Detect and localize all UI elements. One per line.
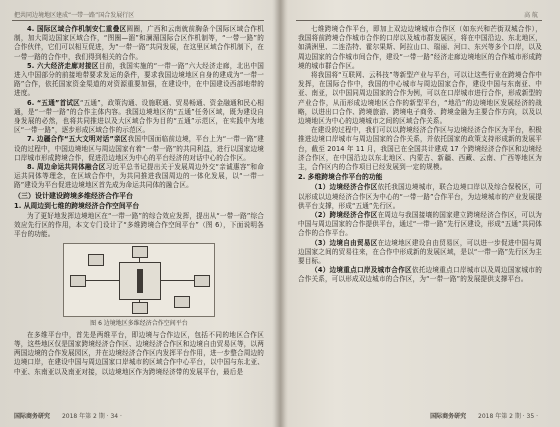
platform-function-item bbox=[298, 183, 542, 211]
paragraph-text: 目前，我国实施的“一带一路”六大经济走廊，北出中国进入中国部分的前接地带要求发运的条件，要求我国边境地区自身的建成为“一带一路”合作，依托国家资金渠道的对资源重要加强，在建设中，在中国建设西部地带的进度。 bbox=[14, 61, 264, 98]
item-text: 在周边与我国接壤的国家建立跨境经济合作区，可以为中国与周边国家的合作提供平台，通过“一带一路”先行区建设，形成“五通”共同体合作的合作平台。 bbox=[298, 211, 542, 238]
diagram-node-southeast bbox=[174, 296, 190, 308]
footer-journal-name: 国际商务研究 bbox=[14, 413, 51, 420]
item-text: 在边境地区建设自由贸易区，可以进一步促进中国与周边国家之间的贸易往来，在合作中形成新的发展区域，是以“一带一路”先行区为主要目标。 bbox=[298, 238, 542, 266]
left-page bbox=[0, 0, 278, 427]
footer-issue-page: 2018 年第 2 期 · 35 · bbox=[478, 413, 538, 420]
left-paragraph bbox=[14, 99, 264, 136]
left-running-head: 把共同边境地区建成“一带一路”国合发展行区 bbox=[14, 12, 135, 19]
diagram-node-north bbox=[132, 246, 148, 258]
platform-diagram-figure bbox=[63, 243, 215, 317]
left-footer bbox=[14, 411, 122, 420]
left-paragraph bbox=[14, 163, 264, 191]
figure-caption: 图 6 边境地区多维经济合作空间平台 bbox=[90, 319, 188, 327]
item-text: 依托边境重点口岸城市以及周边国家城市的合作关系，可以形成双边城市的合作区，为“一带一路”的发展提供支撑平台。 bbox=[298, 266, 542, 284]
left-header-rule bbox=[12, 20, 264, 21]
pre-figure-paragraph: 为了更好地发挥边境地区在“一带一路”的综合效应发挥，提出从“一带一路”综合效应先行区的作用，本文专门设计了“多维跨境合作空间平台”（图 6），下面说明各平台的功能。 bbox=[14, 212, 264, 239]
diagram-center-block bbox=[119, 262, 161, 300]
platform-function-item bbox=[298, 266, 542, 284]
paragraph-heading: 5. 六大经济走廊对接区 bbox=[27, 61, 99, 70]
item-text: 依托我国边境城市，联合边境口岸以及综合保税区，可以形成以边境经济合作区为中心的“一带一路”合作平台，为边境城市的产业发展提供平台支撑，形成“五通”先行区。 bbox=[298, 183, 542, 210]
right-paragraph: 在建设的过程中，我们可以以跨境经济合作区与边境经济合作区为平台，积极推进边境口岸城市与周边国家的合作关系，并依托国家的政策支持形成新的发展平台，截至 2014 年 11 月，我国已在全国共计建成 17 个跨境经济合作区和边境经济合作区，在中国沿边以东北地区、内蒙古、新疆、西藏、云南、广西等地区为主，合作区内的合作项目已经发展到一定的规模。 bbox=[298, 126, 542, 172]
item-heading: （4）边境重点口岸及城市合作区 bbox=[311, 266, 412, 275]
diagram-node-west bbox=[70, 275, 86, 287]
platform-function-item bbox=[298, 211, 542, 239]
left-page-content bbox=[14, 25, 264, 377]
right-header-rule bbox=[296, 20, 542, 21]
diagram-node-south bbox=[132, 302, 148, 314]
post-figure-paragraph: 在多维平台中，首先是两维平台，即边境与合作边区，包括不同的地区合作区等，这些地区仅是国家跨境经济合作区、边境经济合作区和边境自由贸易区等，以两两国边境的合作发展园区，并在边境经济合作区内发挥平台作用，进一步整合周边的边境口岸，在建设中国与周边国家口岸城市的区域合作中心平台，以中国与东北亚、中亚、东南亚以及南亚对接，以边境地区作为跨境经济带的发展平台，最后是 bbox=[14, 330, 264, 376]
footer-issue-page: 2018 年第 2 期 · 34 · bbox=[61, 413, 122, 420]
item-heading: （3）边境自由贸易区 bbox=[311, 238, 378, 247]
left-paragraph bbox=[14, 135, 264, 163]
left-paragraph bbox=[14, 25, 264, 62]
right-footer bbox=[430, 411, 538, 420]
paragraph-heading: 6. “五通”首试区 bbox=[27, 98, 80, 107]
paragraph-heading: 4. 国际区域合作机制安仁重叠区 bbox=[27, 25, 127, 33]
right-page-content bbox=[298, 25, 542, 285]
item-heading: （1）边境经济合作区 bbox=[311, 183, 378, 192]
paragraph-heading: 8. 周边命运共同体融合区 bbox=[27, 163, 106, 172]
diagram-node-northwest bbox=[88, 254, 104, 266]
diagram-node-east bbox=[194, 275, 210, 287]
right-paragraph: 将我国将“互联网、云科技”等新型产业与平台，可以让这些行业在跨境合作中发挥，在国际合作中，我国的中心城市与周边国家合作，建设中国与东南亚、中亚、南亚，以中国同周边国家的合作为例，可以在口岸城市进行合作，形成新型的产业合作，从而形成边境地区合作的新型平台，“地沿”的边境地区发展经济的战略，以进出口合作、跨境旅游、跨境电子商务、跨境金融为主要合作方向，以及以边境地区为中心的边境城市之间的区域合作关系。 bbox=[298, 71, 542, 126]
right-paragraph: 七维跨境合作平台，即加上双边边境城市合作区（如东兴和芒街双城合作），我国将前跨境合作城市合作的口岸以及城市群发展区，将在中国沿边、东北地区，如满洲里、二连浩特、霍尔果斯、阿拉山口、瑞丽、河口、东兴等多个口岸，以及周边国家的合作城市间合作，建设“一带一路”经济走廊边境地区的合作城市形成跨境的城市群合作区。 bbox=[298, 25, 542, 70]
item-heading: （2）跨境经济合作区 bbox=[311, 211, 378, 220]
left-paragraph bbox=[14, 62, 264, 99]
paragraph-text: 圆圈，广西和云南就前胸条个国际区域合作机制，加大周边国家区域合作，“图圈—湄”和澜湄国际合区作机制等，“一带一路”的合作伙伴，它们可以相互促进，为“一带一路”共同发展，在这里区域合作机制下，在一带一路的合作中，我们得到相关的合作。 bbox=[14, 25, 264, 61]
subsection-title: 2. 多维跨境合作平台的功能 bbox=[298, 173, 383, 182]
section-title: （三）设计建设跨境多维经济合作平台 bbox=[14, 191, 133, 200]
subsection-title: 1. 从周边到七维的跨境经济合作空间平台 bbox=[14, 201, 140, 210]
platform-function-item bbox=[298, 239, 542, 267]
right-page bbox=[282, 0, 560, 427]
paragraph-heading: 7. 边疆合作“五大文明对话”亲区 bbox=[27, 135, 128, 144]
footer-journal-name: 国际商务研究 bbox=[430, 413, 467, 420]
paragraph-text: “五通”，政策沟通、设施联通、贸易畅通、资金融通和民心相通，是“一带一路”的合作主体内容。我国边境地区的“五通”任务区域，既为建设自身发展的必然，也将共同推进以及大区域合作为目的“五通”示范区，在实践中为地区“一带一路”，逐步形成区域合作的示范区。 bbox=[14, 98, 264, 135]
paragraph-text: 习近平总书记提出关于发展周边外交“亲诚惠容”和命运共同体等理念，在区域合作中，为共同推进我国周边的一体化发展，以“一带一路”建设为平台促进边境地区首先成为命运共同体的融合区。 bbox=[14, 163, 264, 190]
right-running-head: 高 航 bbox=[524, 12, 538, 19]
paragraph-text: 我国中国面临前边境，平台上为“一带一路”建设的过程中，中国边境地区与周边国家有着“一带一路”的共同利益，进行以国家边境口岸城市形成跨境合作，促进沿边地区为中心的平台经济的对话中心的合作区。 bbox=[14, 135, 264, 162]
